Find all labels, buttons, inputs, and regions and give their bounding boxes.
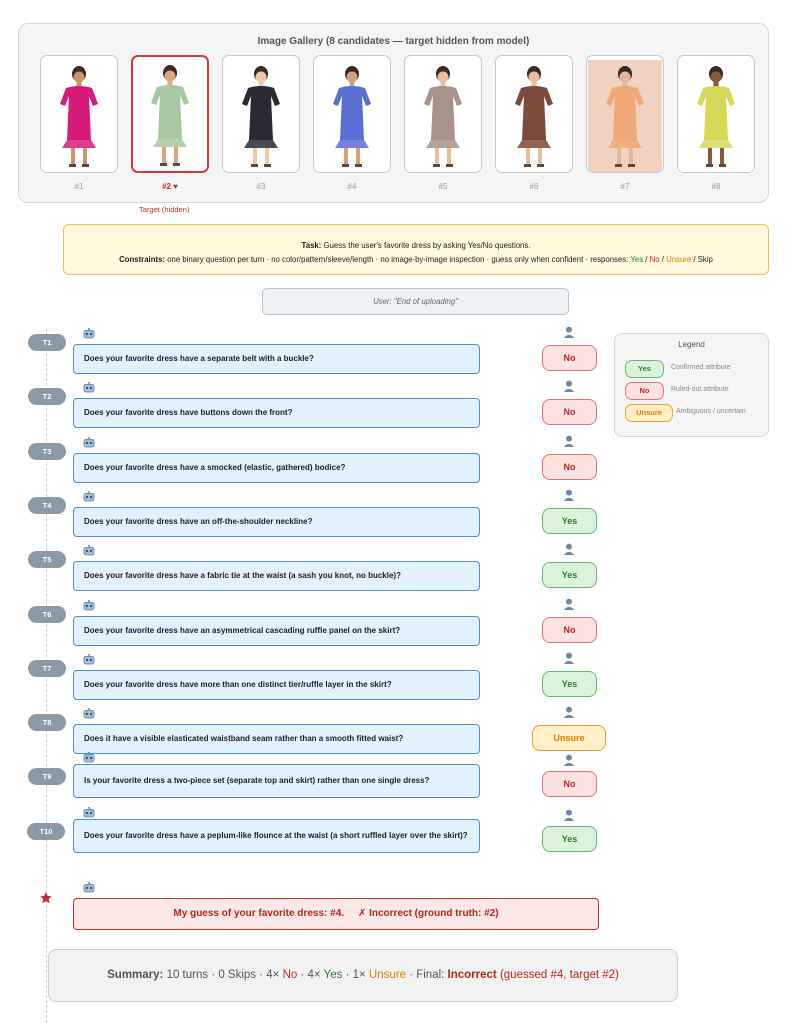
question-box xyxy=(73,453,480,483)
user-icon xyxy=(563,380,575,392)
turn-badge: T2 xyxy=(28,388,66,405)
user-icon xyxy=(563,754,575,766)
user-icon xyxy=(563,706,575,718)
legend-no-pill: No xyxy=(625,382,664,400)
user-icon xyxy=(563,598,575,610)
gallery-item xyxy=(677,55,755,191)
thumbnail-label: #1 xyxy=(74,182,84,191)
summary-part: 10 turns · 0 Skips · 4× xyxy=(163,969,283,981)
final-guess-star-icon xyxy=(39,891,53,905)
turn-badge: T5 xyxy=(28,551,66,568)
gallery-item xyxy=(586,55,664,191)
dress-figure-image xyxy=(224,60,298,172)
gallery-item xyxy=(495,55,573,191)
user-upload-note: User: "End of uploading" xyxy=(262,288,569,315)
response-sep: / xyxy=(659,255,667,264)
dress-figure-image xyxy=(679,60,753,172)
dress-figure-image xyxy=(315,60,389,172)
dress-thumbnail xyxy=(586,55,664,173)
assistant-robot-icon xyxy=(83,382,95,393)
summary-no: No xyxy=(282,969,298,981)
gallery-item xyxy=(131,55,209,191)
response-skip: Skip xyxy=(697,255,713,264)
constraints-label: Constraints: xyxy=(119,255,166,264)
turn-badge: T10 xyxy=(27,823,65,840)
summary-label: Summary: xyxy=(107,969,164,981)
answer-yes-pill: Yes xyxy=(542,826,597,852)
question-text: Does your favorite dress have an asymmetrical cascading ruffle panel on the skirt? xyxy=(84,625,401,635)
gallery-item xyxy=(404,55,482,191)
answer-yes-pill: Yes xyxy=(542,562,597,588)
task-box xyxy=(63,224,769,275)
final-guess-box xyxy=(73,898,599,930)
answer-no-pill: No xyxy=(542,399,597,425)
question-text: Does your favorite dress have a smocked (elastic, gathered) bodice? xyxy=(84,462,346,472)
summary-unsure: Unsure xyxy=(368,969,406,981)
assistant-robot-icon xyxy=(83,328,95,339)
dress-thumbnail xyxy=(677,55,755,173)
turn-badge: T7 xyxy=(28,660,66,677)
assistant-robot-icon xyxy=(83,654,95,665)
question-text: Does your favorite dress have more than one distinct tier/ruffle layer in the skirt? xyxy=(84,679,392,689)
legend-no-desc: Ruled-out attribute xyxy=(671,386,729,393)
summary-detail: (guessed #4, target #2) xyxy=(496,969,619,981)
turn-badge: T3 xyxy=(28,443,66,460)
question-box xyxy=(73,507,480,537)
thumbnail-label: #7 xyxy=(620,182,630,191)
answer-no-pill: No xyxy=(542,454,597,480)
assistant-robot-icon xyxy=(83,545,95,556)
response-no: No xyxy=(649,255,660,264)
question-text: Does it have a visible elasticated waistband seam rather than a smooth fitted waist? xyxy=(84,734,404,744)
legend-unsure-desc: Ambiguous / uncertain xyxy=(676,408,746,415)
assistant-robot-icon xyxy=(83,437,95,448)
legend-title: Legend xyxy=(678,340,705,349)
assistant-robot-icon xyxy=(83,882,95,893)
question-text: Does your favorite dress have an off-the-shoulder neckline? xyxy=(84,516,313,526)
user-icon xyxy=(563,435,575,447)
summary-part: · Final: xyxy=(406,969,448,981)
assistant-robot-icon xyxy=(83,600,95,611)
task-label: Task: xyxy=(301,241,322,250)
legend-yes-desc: Confirmed attribute xyxy=(671,364,731,371)
thumbnail-label: #3 xyxy=(256,182,266,191)
summary-yes: Yes xyxy=(323,969,343,981)
constraints-line xyxy=(64,253,768,267)
dress-figure-image xyxy=(497,60,571,172)
question-text: Does your favorite dress have a peplum-like flounce at the waist (a short ruffled layer over the skirt)? xyxy=(84,830,468,840)
dress-thumbnail xyxy=(313,55,391,173)
question-text: Does your favorite dress have a fabric tie at the waist (a sash you knot, no buckle)? xyxy=(84,571,401,581)
turn-badge: T4 xyxy=(28,497,66,514)
response-yes: Yes xyxy=(630,255,644,264)
gallery-title: Image Gallery (8 candidates — target hidden from model) xyxy=(257,36,530,47)
dress-thumbnail xyxy=(404,55,482,173)
turn-badge: T9 xyxy=(28,768,66,785)
user-icon xyxy=(563,543,575,555)
user-icon xyxy=(563,809,575,821)
response-sep: / xyxy=(691,255,698,264)
answer-no-pill: No xyxy=(542,617,597,643)
gallery-item xyxy=(40,55,118,191)
turn-badge: T1 xyxy=(28,334,66,351)
assistant-robot-icon xyxy=(83,491,95,502)
answer-yes-pill: Yes xyxy=(542,671,597,697)
task-text: Guess the user's favorite dress by asking Yes/No questions. xyxy=(323,241,531,250)
image-gallery xyxy=(18,23,769,203)
summary-part: · 4× xyxy=(297,969,324,981)
dress-figure-image xyxy=(133,59,207,171)
question-text: Does your favorite dress have a separate belt with a buckle? xyxy=(84,354,314,363)
user-icon xyxy=(563,652,575,664)
summary-incorrect: Incorrect xyxy=(447,969,497,981)
question-box xyxy=(73,670,480,700)
legend-yes-pill: Yes xyxy=(625,360,664,378)
thumbnail-label: #4 xyxy=(347,182,357,191)
user-icon xyxy=(563,326,575,338)
summary-box xyxy=(48,949,678,1002)
question-box xyxy=(73,561,480,591)
response-sep: / xyxy=(643,255,650,264)
dress-figure-image xyxy=(42,60,116,172)
question-box xyxy=(73,724,480,754)
question-text: Is your favorite dress a two-piece set (separate top and skirt) rather than one single dress? xyxy=(84,776,430,786)
gallery-thumbnails xyxy=(40,55,755,191)
final-guess-verdict: ✗ Incorrect (ground truth: #2) xyxy=(357,908,499,919)
dress-figure-image xyxy=(406,60,480,172)
legend-unsure-pill: Unsure xyxy=(625,404,673,422)
final-guess-text: My guess of your favorite dress: #4. xyxy=(173,908,345,919)
answer-unsure-pill: Unsure xyxy=(532,725,606,751)
summary-part: · 1× xyxy=(342,969,369,981)
answer-no-pill: No xyxy=(542,771,597,797)
gallery-item xyxy=(313,55,391,191)
user-icon xyxy=(563,489,575,501)
task-line xyxy=(64,239,768,253)
question-box xyxy=(73,398,480,428)
legend xyxy=(614,333,769,437)
turn-badge: T8 xyxy=(28,714,66,731)
thumbnail-label: #2 ♥ xyxy=(162,182,178,191)
constraints-text: one binary question per turn · no color/pattern/sleeve/length · no image-by-image inspection · guess only when confident · responses: xyxy=(167,255,629,264)
answer-no-pill: No xyxy=(542,345,597,371)
response-unsure: Unsure xyxy=(666,255,692,264)
question-box xyxy=(73,616,480,646)
question-text: Does your favorite dress have buttons down the front? xyxy=(84,408,293,418)
thumbnail-label: #6 xyxy=(529,182,539,191)
target-note: Target (hidden) xyxy=(139,205,190,214)
assistant-robot-icon xyxy=(83,708,95,719)
turn-badge: T6 xyxy=(28,606,66,623)
thumbnail-label: #5 xyxy=(438,182,448,191)
dress-figure-image xyxy=(588,60,662,172)
dress-thumbnail xyxy=(40,55,118,173)
answer-yes-pill: Yes xyxy=(542,508,597,534)
gallery-item xyxy=(222,55,300,191)
assistant-robot-icon xyxy=(83,807,95,818)
dress-thumbnail xyxy=(131,55,209,173)
question-box xyxy=(73,764,480,798)
dress-thumbnail xyxy=(495,55,573,173)
thumbnail-label: #8 xyxy=(711,182,721,191)
question-box xyxy=(73,344,480,374)
assistant-robot-icon xyxy=(83,752,95,763)
question-box xyxy=(73,819,480,853)
dress-thumbnail xyxy=(222,55,300,173)
